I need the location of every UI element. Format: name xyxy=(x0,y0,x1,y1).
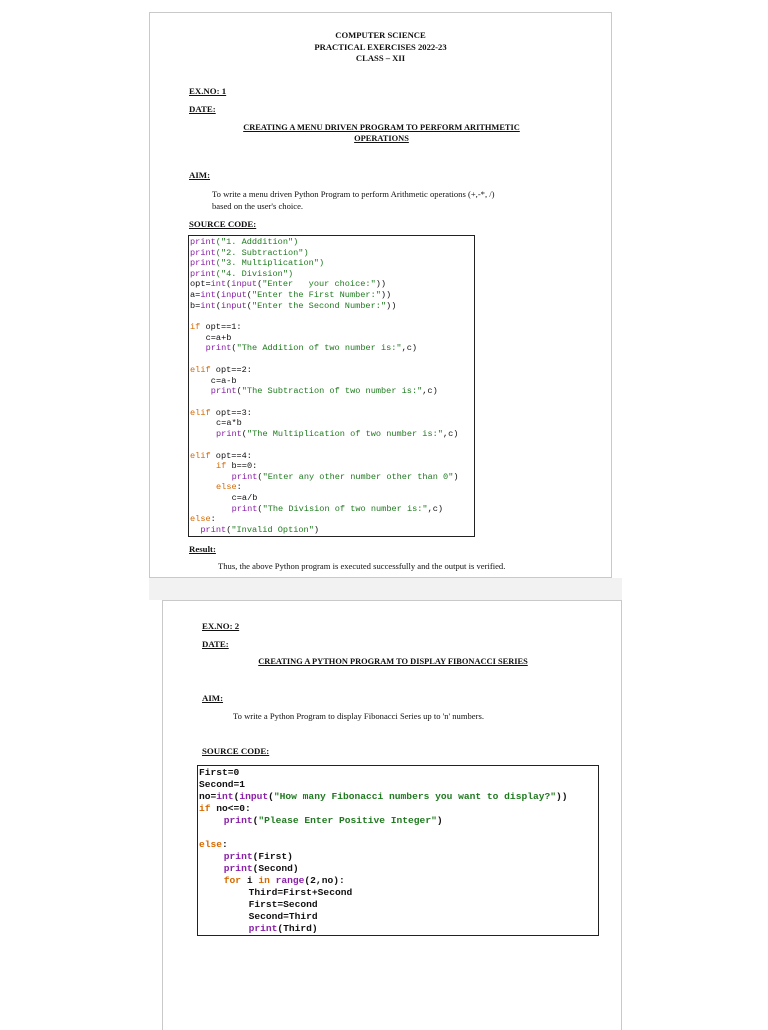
code-token: )) xyxy=(375,279,387,290)
source-code-block xyxy=(188,235,475,537)
code-token: ( xyxy=(236,386,242,397)
code-token: ("1. Adddition") xyxy=(215,237,299,247)
code-token: "Invalid Option" xyxy=(231,524,314,535)
date-label: DATE: xyxy=(202,639,229,649)
code-token: b==0: xyxy=(226,461,258,472)
aim-text: To write a menu driven Python Program to perform Arithmetic operations (+,-*, /) xyxy=(212,189,495,199)
code-token: input xyxy=(220,290,247,300)
document-page-1 xyxy=(149,12,612,578)
code-token: ( xyxy=(246,290,252,300)
code-token: "The Multiplication of two number is:" xyxy=(246,429,443,439)
code-token: in xyxy=(258,875,270,886)
code-token: )) xyxy=(380,290,392,300)
code-token: : xyxy=(222,839,228,850)
code-token: ( xyxy=(215,300,221,311)
code-line xyxy=(190,279,386,289)
code-line xyxy=(190,301,396,311)
subject-heading: COMPUTER SCIENCE xyxy=(335,30,426,40)
code-token: First=0 xyxy=(199,767,240,778)
code-token: : xyxy=(210,514,216,525)
source-code-block xyxy=(197,765,599,936)
code-token: range xyxy=(269,875,305,886)
code-token: input xyxy=(220,300,247,311)
code-token: else xyxy=(216,482,237,493)
code-line xyxy=(232,504,443,514)
code-token: c=a*b xyxy=(216,418,242,429)
code-line xyxy=(211,386,438,396)
code-token: ( xyxy=(215,290,221,300)
code-token: (Third) xyxy=(277,923,318,934)
code-token: no<=0: xyxy=(210,803,251,814)
code-line xyxy=(190,322,242,332)
code-token: First=Second xyxy=(248,899,318,910)
code-token: ( xyxy=(257,471,263,482)
code-line xyxy=(224,863,299,875)
code-token: print xyxy=(223,851,253,862)
code-line xyxy=(232,493,258,503)
source-code-label: SOURCE CODE: xyxy=(189,219,257,229)
code-token: (First) xyxy=(252,851,293,862)
code-line xyxy=(216,429,458,439)
code-token: "The Addition of two number is:" xyxy=(236,343,402,354)
exercise-title: CREATING A MENU DRIVEN PROGRAM TO PERFORM ARITHMETIC xyxy=(243,123,520,132)
code-token: ( xyxy=(268,791,274,802)
date-label: DATE: xyxy=(189,104,216,114)
code-token: if xyxy=(199,803,211,814)
code-token: print xyxy=(248,923,278,934)
code-token: "Enter your choice:" xyxy=(262,279,376,290)
code-line xyxy=(190,365,252,375)
code-token: ( xyxy=(233,791,240,802)
code-token: for xyxy=(223,875,242,886)
code-token: ( xyxy=(226,279,232,290)
code-line xyxy=(249,899,318,911)
code-token: else xyxy=(190,514,211,525)
code-line xyxy=(200,525,319,535)
code-line xyxy=(216,461,257,471)
code-token: print xyxy=(210,386,237,397)
code-token: opt==3: xyxy=(210,407,252,418)
code-token: c=a-b xyxy=(210,375,237,386)
code-token: opt==4: xyxy=(210,450,252,461)
code-token: ("4. Division") xyxy=(215,268,294,279)
code-token: Second=1 xyxy=(199,779,246,790)
code-token: if xyxy=(216,461,227,472)
code-line xyxy=(216,418,242,428)
code-token: (2,no): xyxy=(304,875,345,886)
code-token: print xyxy=(231,471,258,482)
code-token: ( xyxy=(252,815,259,826)
code-line xyxy=(206,343,417,353)
code-token: elif xyxy=(190,450,211,461)
code-line xyxy=(190,514,216,524)
code-line xyxy=(224,815,443,827)
code-token: ("3. Multiplication") xyxy=(215,258,325,269)
code-token: "The Subtraction of two number is:" xyxy=(241,386,423,397)
code-line xyxy=(249,911,318,923)
code-line xyxy=(190,408,252,418)
code-token: input xyxy=(231,279,258,290)
code-token: int xyxy=(200,300,216,311)
code-token: "Enter any other number other than 0" xyxy=(262,471,454,482)
code-token: print xyxy=(190,258,216,269)
code-token: "How many Fibonacci numbers you want to display?" xyxy=(273,791,556,802)
code-token: else xyxy=(199,839,223,850)
code-token: ( xyxy=(257,503,263,514)
code-token: ( xyxy=(226,524,232,535)
code-token: ) xyxy=(436,815,443,826)
exercise-title-continued: OPERATIONS xyxy=(354,134,409,143)
class-heading: CLASS – XII xyxy=(355,53,406,63)
document-page-2 xyxy=(162,600,622,1030)
code-line xyxy=(199,791,568,803)
code-token: int xyxy=(210,279,227,290)
code-token: )) xyxy=(556,791,568,802)
code-token: print xyxy=(205,343,232,354)
code-line xyxy=(224,875,345,887)
code-token: )) xyxy=(386,300,397,311)
code-line xyxy=(232,472,459,482)
code-token: input xyxy=(239,791,269,802)
aim-text: To write a Python Program to display Fibonacci Series up to 'n' numbers. xyxy=(233,711,484,721)
code-token: a= xyxy=(190,290,201,300)
code-line xyxy=(199,767,239,779)
code-token: (Second) xyxy=(252,863,299,874)
code-line xyxy=(199,839,228,851)
code-token: int xyxy=(200,290,216,300)
code-token: Third=First+Second xyxy=(248,887,353,898)
code-token: int xyxy=(216,791,234,802)
code-line xyxy=(249,887,353,899)
code-token: print xyxy=(231,503,258,514)
code-token: ,c) xyxy=(442,429,459,439)
aim-label: AIM: xyxy=(202,693,224,703)
code-token: ,c) xyxy=(427,503,444,514)
code-line xyxy=(199,779,245,791)
code-token: c=a+b xyxy=(205,332,232,343)
code-token: "Enter the First Number:" xyxy=(251,290,381,300)
code-token: ( xyxy=(231,343,237,354)
code-token: ) xyxy=(313,524,320,535)
code-line xyxy=(206,333,232,343)
code-line xyxy=(199,803,251,815)
code-token: opt==1: xyxy=(200,322,242,333)
code-token: print xyxy=(223,815,253,826)
code-line xyxy=(190,248,309,258)
code-token: opt= xyxy=(190,279,211,290)
code-token: no= xyxy=(199,791,217,802)
code-token: ( xyxy=(257,279,263,290)
code-line xyxy=(190,269,293,279)
aim-label: AIM: xyxy=(189,170,211,180)
code-token: b= xyxy=(190,300,201,311)
exercises-heading: PRACTICAL EXERCISES 2022-23 xyxy=(314,42,447,52)
code-token: print xyxy=(190,237,216,247)
code-token: c=a/b xyxy=(231,493,258,503)
aim-text-continued: based on the user's choice. xyxy=(212,201,304,211)
exercise-number: EX.NO: 1 xyxy=(189,86,227,96)
code-token: print xyxy=(190,247,216,258)
code-line xyxy=(190,451,252,461)
code-token: ,c) xyxy=(422,386,438,397)
page-gap-strip xyxy=(149,578,622,600)
code-token: ( xyxy=(246,300,252,311)
code-line xyxy=(216,482,242,492)
code-line xyxy=(190,258,324,268)
code-token: ("2. Subtraction") xyxy=(215,247,309,258)
code-token: Second=Third xyxy=(248,911,318,922)
code-token: print xyxy=(223,863,253,874)
code-token: ,c) xyxy=(401,343,418,354)
code-token: : xyxy=(236,482,242,493)
code-token: print xyxy=(200,524,227,535)
result-text: Thus, the above Python program is executed successfully and the output is verified. xyxy=(218,561,506,571)
code-token: print xyxy=(216,429,242,439)
source-code-label: SOURCE CODE: xyxy=(202,746,270,756)
code-token: elif xyxy=(190,407,211,418)
code-line xyxy=(224,851,293,863)
code-token: print xyxy=(190,268,216,279)
code-line xyxy=(249,923,318,935)
code-token: ) xyxy=(453,471,459,482)
exercise-number: EX.NO: 2 xyxy=(202,621,240,631)
code-line xyxy=(190,237,298,247)
code-token: "The Division of two number is:" xyxy=(262,503,428,514)
code-token: i xyxy=(241,875,259,886)
code-line xyxy=(190,290,391,300)
code-token: "Please Enter Positive Integer" xyxy=(258,815,437,826)
code-line xyxy=(211,376,237,386)
code-token: "Enter the Second Number:" xyxy=(251,300,387,311)
code-token: opt==2: xyxy=(210,365,252,375)
code-token: ( xyxy=(241,429,247,439)
exercise-title: CREATING A PYTHON PROGRAM TO DISPLAY FIBONACCI SERIES xyxy=(258,657,528,666)
result-label: Result: xyxy=(189,544,216,554)
code-token: if xyxy=(190,322,201,333)
code-token: elif xyxy=(190,365,211,375)
